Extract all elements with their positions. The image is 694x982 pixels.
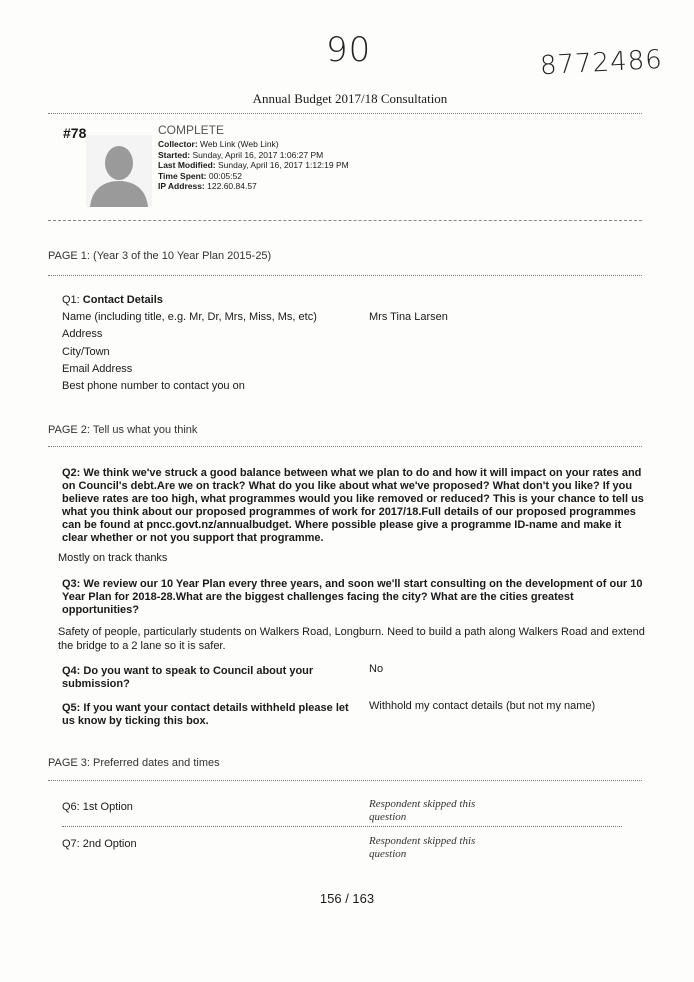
handwritten-page-number: 90 — [326, 30, 372, 70]
page-count: 156 / 163 — [319, 891, 375, 906]
q6-answer: Respondent skipped this question — [369, 798, 476, 823]
status-label: COMPLETE — [158, 123, 225, 137]
document-title: Annual Budget 2017/18 Consultation — [252, 91, 448, 106]
field-label-address: Address — [62, 328, 103, 340]
page1-heading: PAGE 1: (Year 3 of the 10 Year Plan 2015-25) — [48, 250, 272, 262]
q5-answer: Withhold my contact details (but not my name) — [369, 700, 596, 712]
q2-answer: Mostly on track thanks — [58, 552, 168, 564]
q3-question: Q3: We review our 10 Year Plan every three years, and soon we'll start consulting on the development of our 10 Year Plan for 2018-28.What are the biggest challenges facing the city? What are the cities greatest opportunities? — [62, 578, 643, 616]
field-label-city: City/Town — [62, 346, 110, 358]
q7-answer: Respondent skipped this question — [369, 835, 476, 860]
divider — [48, 113, 642, 114]
divider — [48, 220, 642, 221]
q1-heading: Q1: Contact Details — [62, 294, 163, 306]
q4-question: Q4: Do you want to speak to Council about your submission? — [62, 665, 314, 690]
response-metadata — [158, 139, 349, 192]
q5-question: Q5: If you want your contact details withheld please let us know by ticking this box. — [62, 702, 349, 727]
collector-row: Collector: Web Link (Web Link) — [158, 139, 279, 149]
ip-address-row: IP Address: 122.60.84.57 — [158, 181, 257, 191]
divider — [48, 780, 642, 781]
field-value-name: Mrs Tina Larsen — [369, 311, 448, 323]
divider — [62, 826, 622, 827]
avatar — [86, 135, 152, 207]
page2-heading: PAGE 2: Tell us what you think — [48, 424, 198, 436]
last-modified-row: Last Modified: Sunday, April 16, 2017 1:12:19 PM — [158, 160, 349, 170]
divider — [48, 446, 642, 447]
q2-question: Q2: We think we've struck a good balance between what we plan to do and how it will impact on your rates and on Council's debt.Are we on track? What do you like about what we've proposed? What don't you like? If you believe rates are too high, what programmes would you like removed or reduced? This is your chance to tell us what you think about our proposed programmes of work for 2017/18.Full details of our proposed programmes can be found at pncc.govt.nz/annualbudget. Where possible please give a programme ID-name and make it clear whether or not you support that programme. — [62, 467, 644, 544]
field-label-email: Email Address — [62, 363, 133, 375]
page3-heading: PAGE 3: Preferred dates and times — [48, 757, 220, 769]
q4-answer: No — [369, 663, 384, 675]
time-spent-row: Time Spent: 00:05:52 — [158, 170, 242, 181]
field-label-phone: Best phone number to contact you on — [62, 380, 245, 392]
divider — [48, 275, 642, 276]
q7-label: Q7: 2nd Option — [62, 838, 137, 850]
response-id: #78 — [63, 125, 87, 141]
q6-label: Q6: 1st Option — [62, 801, 133, 813]
field-label-name: Name (including title, e.g. Mr, Dr, Mrs, Miss, Ms, etc) — [62, 311, 317, 323]
person-silhouette-icon — [86, 135, 152, 207]
started-row: Started: Sunday, April 16, 2017 1:06:27 PM — [158, 149, 324, 160]
handwritten-reference-number: 8772486 — [539, 44, 664, 82]
q3-answer: Safety of people, particularly students on Walkers Road, Longburn. Need to build a path along Walkers Road and extend the bridge to a 2 lane so it is safer. — [58, 626, 645, 652]
